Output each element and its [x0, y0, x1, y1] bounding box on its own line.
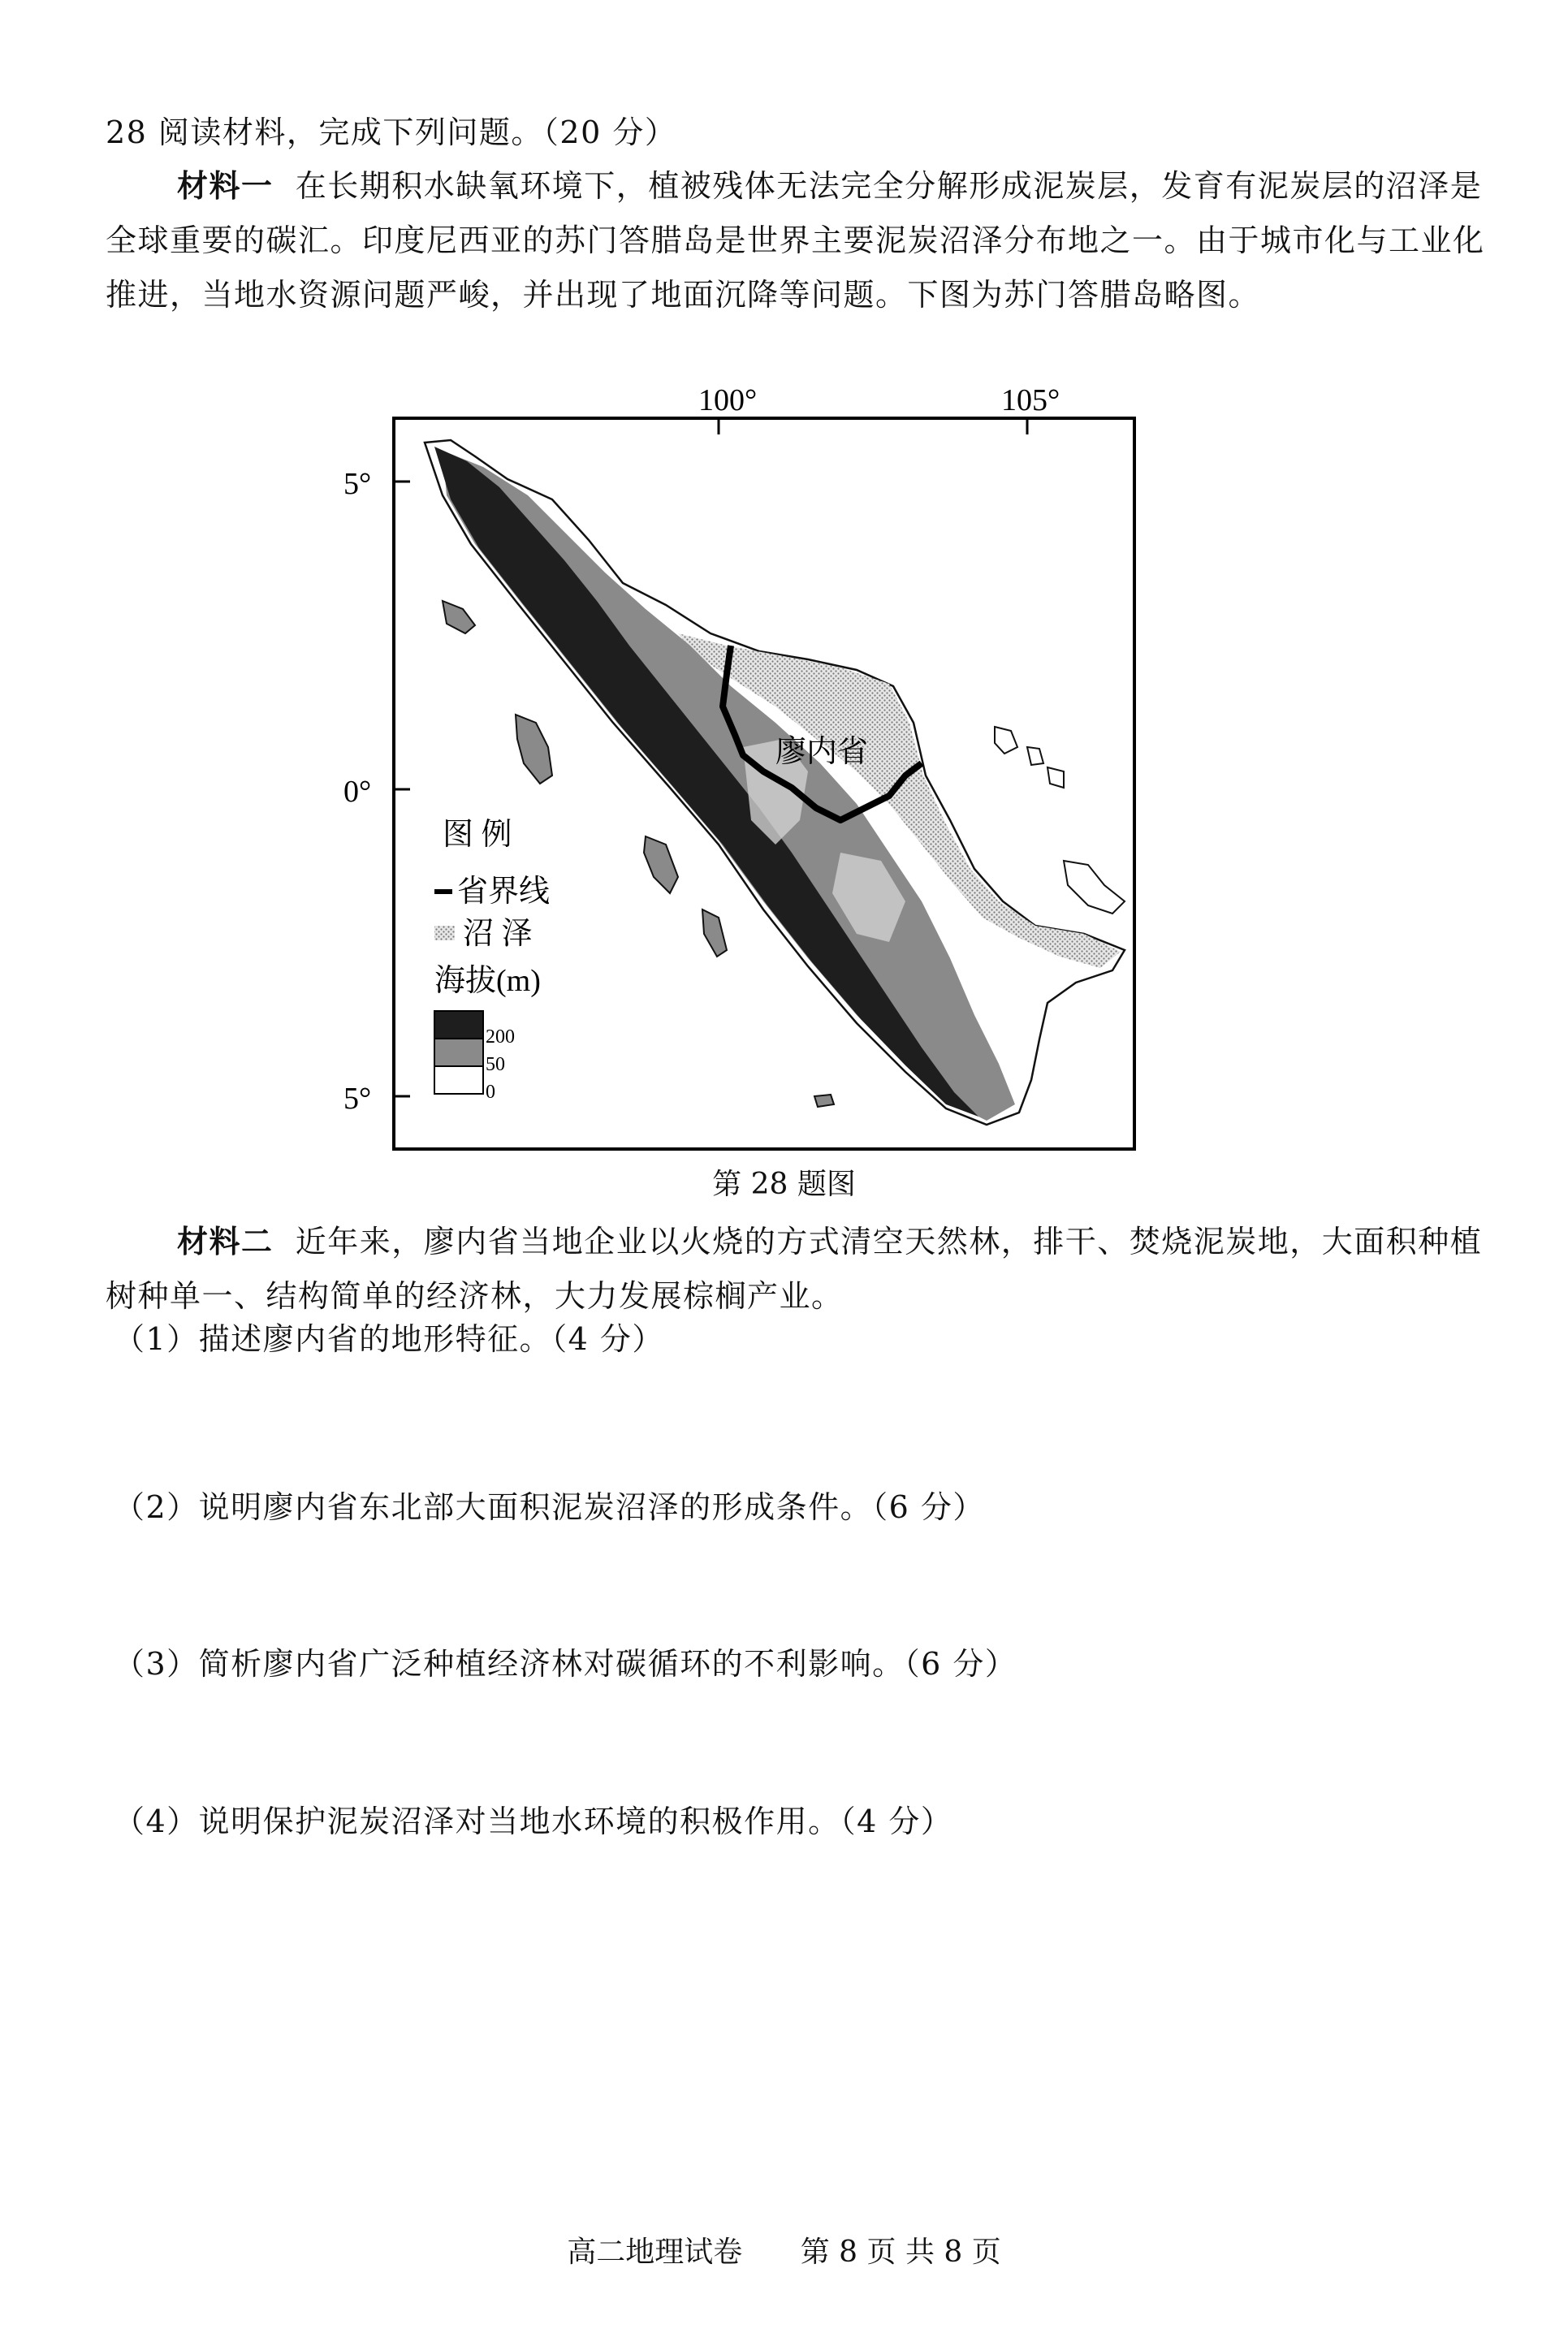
- legend-title: 图 例: [443, 818, 512, 852]
- material-one-paragraph: [106, 158, 1486, 322]
- question-header: 28 阅读材料，完成下列问题。（20 分）: [106, 114, 677, 150]
- legend-boundary-label: 省界线: [457, 875, 551, 909]
- lat-label-5s: 5°: [343, 1082, 372, 1116]
- material-two-label: 材料二: [177, 1223, 274, 1259]
- legend-elevation-title: 海拔(m): [434, 964, 541, 998]
- legend-swatch-200: [434, 1011, 483, 1039]
- material-two-paragraph: [106, 1214, 1486, 1324]
- lon-label-105: 105°: [1001, 383, 1060, 417]
- sub-question-4: （4）说明保护泥炭沼泽对当地水环境的积极作用。（4 分）: [114, 1804, 953, 1839]
- riau-province-label: 廖内省: [775, 735, 869, 769]
- legend-swatch-50: [434, 1039, 483, 1066]
- enggano-island: [814, 1095, 834, 1107]
- sub-question-1: （1）描述廖内省的地形特征。（4 分）: [114, 1321, 664, 1357]
- footer-page-number: 第 8 页 共 8 页: [800, 2236, 1001, 2269]
- lat-label-5n: 5°: [343, 467, 372, 501]
- lon-label-100: 100°: [698, 383, 758, 417]
- material-one-text: 在长期积水缺氧环境下，植被残体无法完全分解形成泥炭层，发育有泥炭层的沼泽是全球重要的碳汇。印度尼西亚的苏门答腊岛是世界主要泥炭沼泽分布地之一。由于城市化与工业化推进，当地水资源问题严峻，并出现了地面沉降等问题。下图为苏门答腊岛略图。: [106, 168, 1485, 313]
- figure-caption: 第 28 题图: [712, 1168, 856, 1201]
- footer-subject: 高二地理试卷: [567, 2236, 743, 2269]
- legend-swamp-label: 沼 泽: [463, 917, 533, 951]
- lat-label-0: 0°: [343, 775, 372, 809]
- legend-value-200: 200: [486, 1026, 515, 1048]
- sub-question-2: （2）说明廖内省东北部大面积泥炭沼泽的形成条件。（6 分）: [114, 1489, 985, 1525]
- legend-value-0: 0: [486, 1082, 495, 1103]
- sumatra-map-figure: [321, 365, 1271, 1161]
- legend-swamp-swatch: [434, 926, 455, 940]
- legend-value-50: 50: [486, 1054, 505, 1075]
- material-one-label: 材料一: [177, 167, 274, 204]
- sumatra-map: [321, 365, 1271, 1161]
- sub-question-3: （3）简析廖内省广泛种植经济林对碳循环的不利影响。（6 分）: [114, 1646, 1017, 1682]
- material-two-text: 近年来，廖内省当地企业以火烧的方式清空天然林，排干、焚烧泥炭地，大面积种植树种单一、结构简单的经济林，大力发展棕榈产业。: [106, 1224, 1483, 1314]
- legend-swatch-0: [434, 1066, 483, 1094]
- page-footer: [0, 2229, 1568, 2270]
